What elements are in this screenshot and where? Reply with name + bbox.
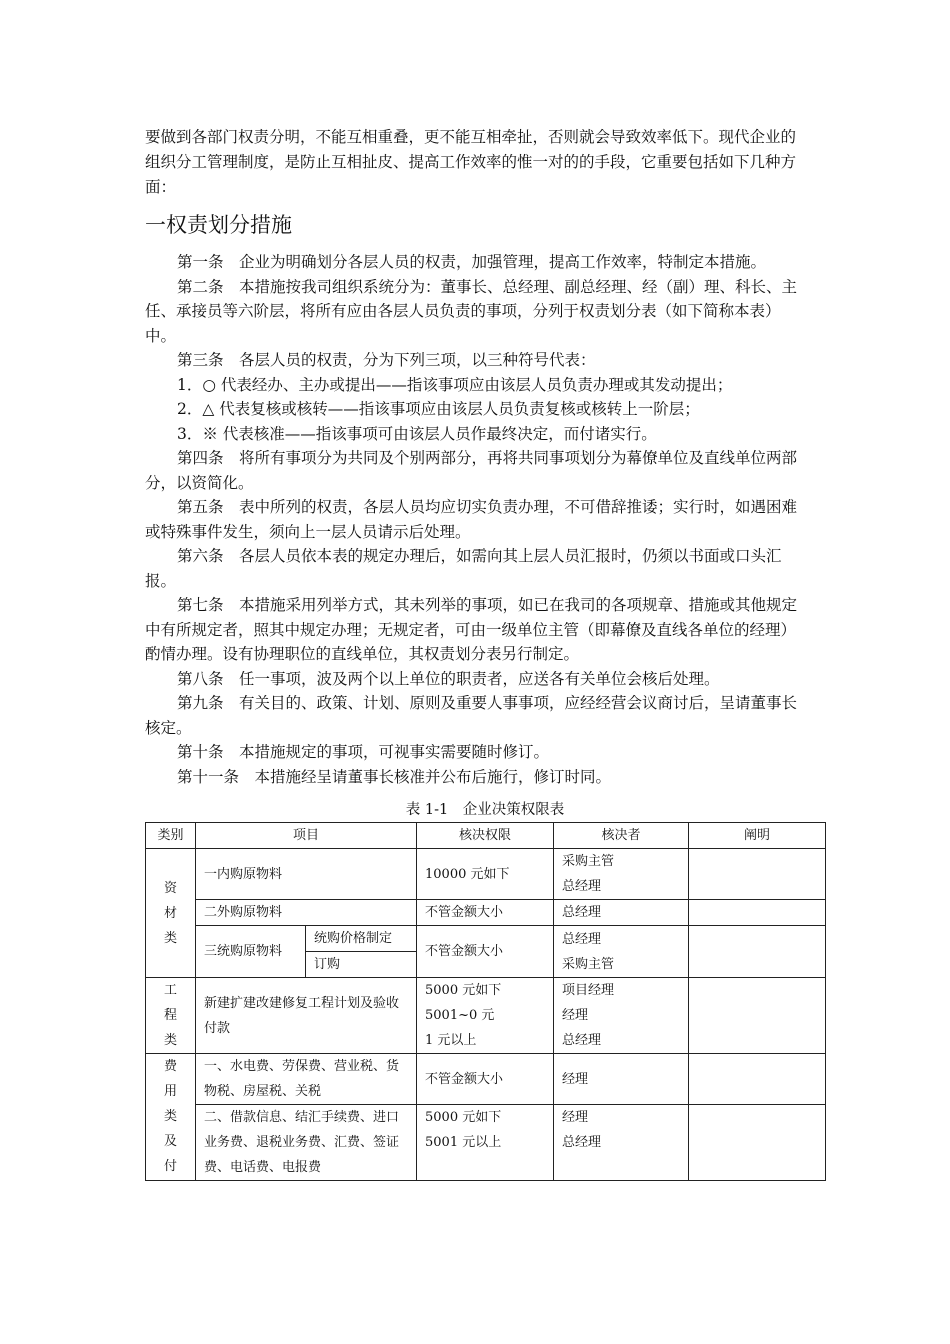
header-item: 项目 (196, 823, 417, 849)
header-note: 阐明 (689, 823, 826, 849)
header-limit: 核决权限 (417, 823, 554, 849)
approver-cell: 经理 总经理 (554, 1105, 689, 1181)
article-1: 第一条 企业为明确划分各层人员的权责，加强管理，提高工作效率，特制定本措施。 (177, 253, 767, 271)
article-6: 第六条 各层人员依本表的规定办理后，如需向其上层人员汇报时，仍须以书面或口头汇报。 (145, 547, 782, 590)
article-7: 第七条 本措施采用列举方式，其未列举的事项，如已在我司的各项规章、措施或其他规定中有所规定者，照其中规定办理；无规定者，可由一级单位主管（即幕僚及直线各单位的经理）酌情办理。设有协理职位的直线单位，其权责划分表另行制定。 (145, 596, 798, 663)
note-cell (689, 978, 826, 1054)
header-category: 类别 (146, 823, 196, 849)
article-2: 第二条 本措施按我司组织系统分为：董事长、总经理、副总经理、经（副）理、科长、主任、承接员等六阶层，将所有应由各层人员负责的事项，分列于权责划分表（如下简称本表）中。 (145, 277, 798, 345)
item-cell: 一内购原物料 (196, 849, 417, 900)
table-row (146, 900, 826, 926)
limit-cell: 5000 元如下 5001 元以上 (417, 1105, 554, 1181)
table-row (146, 978, 826, 1054)
table-row (146, 1105, 826, 1181)
table-caption: 表 1-1 企业决策权限表 (405, 802, 565, 818)
article-5: 第五条 表中所列的权责，各层人员均应切实负责办理，不可借辞推诿；实行时，如遇困难或特殊事件发生，须向上一层人员请示后处理。 (145, 498, 798, 541)
article-8: 第八条 任一事项，波及两个以上单位的职责者，应送各有关单位会核后处理。 (177, 669, 720, 688)
limit-cell: 5000 元如下 5001~0 元 1 元以上 (417, 978, 554, 1054)
item-cell: 二外购原物料 (196, 900, 417, 926)
approver-cell: 采购主管 总经理 (554, 849, 689, 900)
note-cell (689, 900, 826, 926)
item-cell: 新建扩建改建修复工程计划及验收付款 (196, 978, 417, 1054)
note-cell (689, 1105, 826, 1181)
table-row (146, 1054, 826, 1105)
article-3-item-2: 2．△ 代表复核或核转——指该事项应由该层人员负责复核或核转上一阶层； (177, 400, 700, 418)
note-cell (689, 849, 826, 900)
article-11: 第十一条 本措施经呈请董事长核准并公布后施行，修订时同。 (177, 767, 612, 786)
sub-item-cell: 订购 (306, 952, 417, 978)
article-9: 第九条 有关目的、政策、计划、原则及重要人事事项，应经经营会议商讨后，呈请董事长核定。 (145, 694, 798, 737)
approver-cell: 总经理 (554, 900, 689, 926)
item-cell: 二、借款信息、结汇手续费、进口业务费、退税业务费、汇费、签证费、电话费、电报费 (196, 1105, 417, 1181)
approver-cell: 项目经理 经理 总经理 (554, 978, 689, 1054)
table-row (146, 926, 826, 952)
limit-cell: 不管金额大小 (417, 926, 554, 978)
header-approver: 核决者 (554, 823, 689, 849)
article-3: 第三条 各层人员的权责，分为下列三项，以三种符号代表： (177, 351, 596, 369)
note-cell (689, 1054, 826, 1105)
limit-cell: 10000 元如下 (417, 849, 554, 900)
article-3-item-3: 3．※ 代表核准——指该事项可由该层人员作最终决定，而付诸实行。 (177, 424, 657, 443)
approver-cell: 经理 (554, 1054, 689, 1105)
table-row (146, 849, 826, 900)
table-header-row (146, 823, 826, 849)
approver-cell: 总经理 采购主管 (554, 926, 689, 978)
section-title: 一权责划分措施 (145, 213, 292, 237)
intro-paragraph: 要做到各部门权责分明，不能互相重叠，更不能互相牵扯，否则就会导致效率低下。现代企业的组织分工管理制度，是防止互相扯皮、提高工作效率的惟一对的的手段，它重要包括如下几种方面： (145, 128, 797, 196)
article-4: 第四条 将所有事项分为共同及个别两部分，再将共同事项划分为幕僚单位及直线单位两部分，以资简化。 (145, 449, 798, 492)
decision-authority-table (145, 822, 826, 1181)
category-engineering: 工 程 类 (146, 978, 196, 1054)
note-cell (689, 926, 826, 978)
item-cell: 三统购原物料 (196, 926, 306, 978)
sub-item-cell: 统购价格制定 (306, 926, 417, 952)
category-expenses: 费 用 类 及 付 (146, 1054, 196, 1181)
limit-cell: 不管金额大小 (417, 1054, 554, 1105)
limit-cell: 不管金额大小 (417, 900, 554, 926)
item-cell: 一、水电费、劳保费、营业税、货物税、房屋税、关税 (196, 1054, 417, 1105)
articles (145, 250, 810, 789)
category-materials: 资 材 类 (146, 849, 196, 978)
article-10: 第十条 本措施规定的事项，可视事实需要随时修订。 (177, 743, 550, 761)
article-3-item-1: 1．○ 代表经办、主办或提出——指该事项应由该层人员负责办理或其发动提出； (177, 375, 733, 394)
